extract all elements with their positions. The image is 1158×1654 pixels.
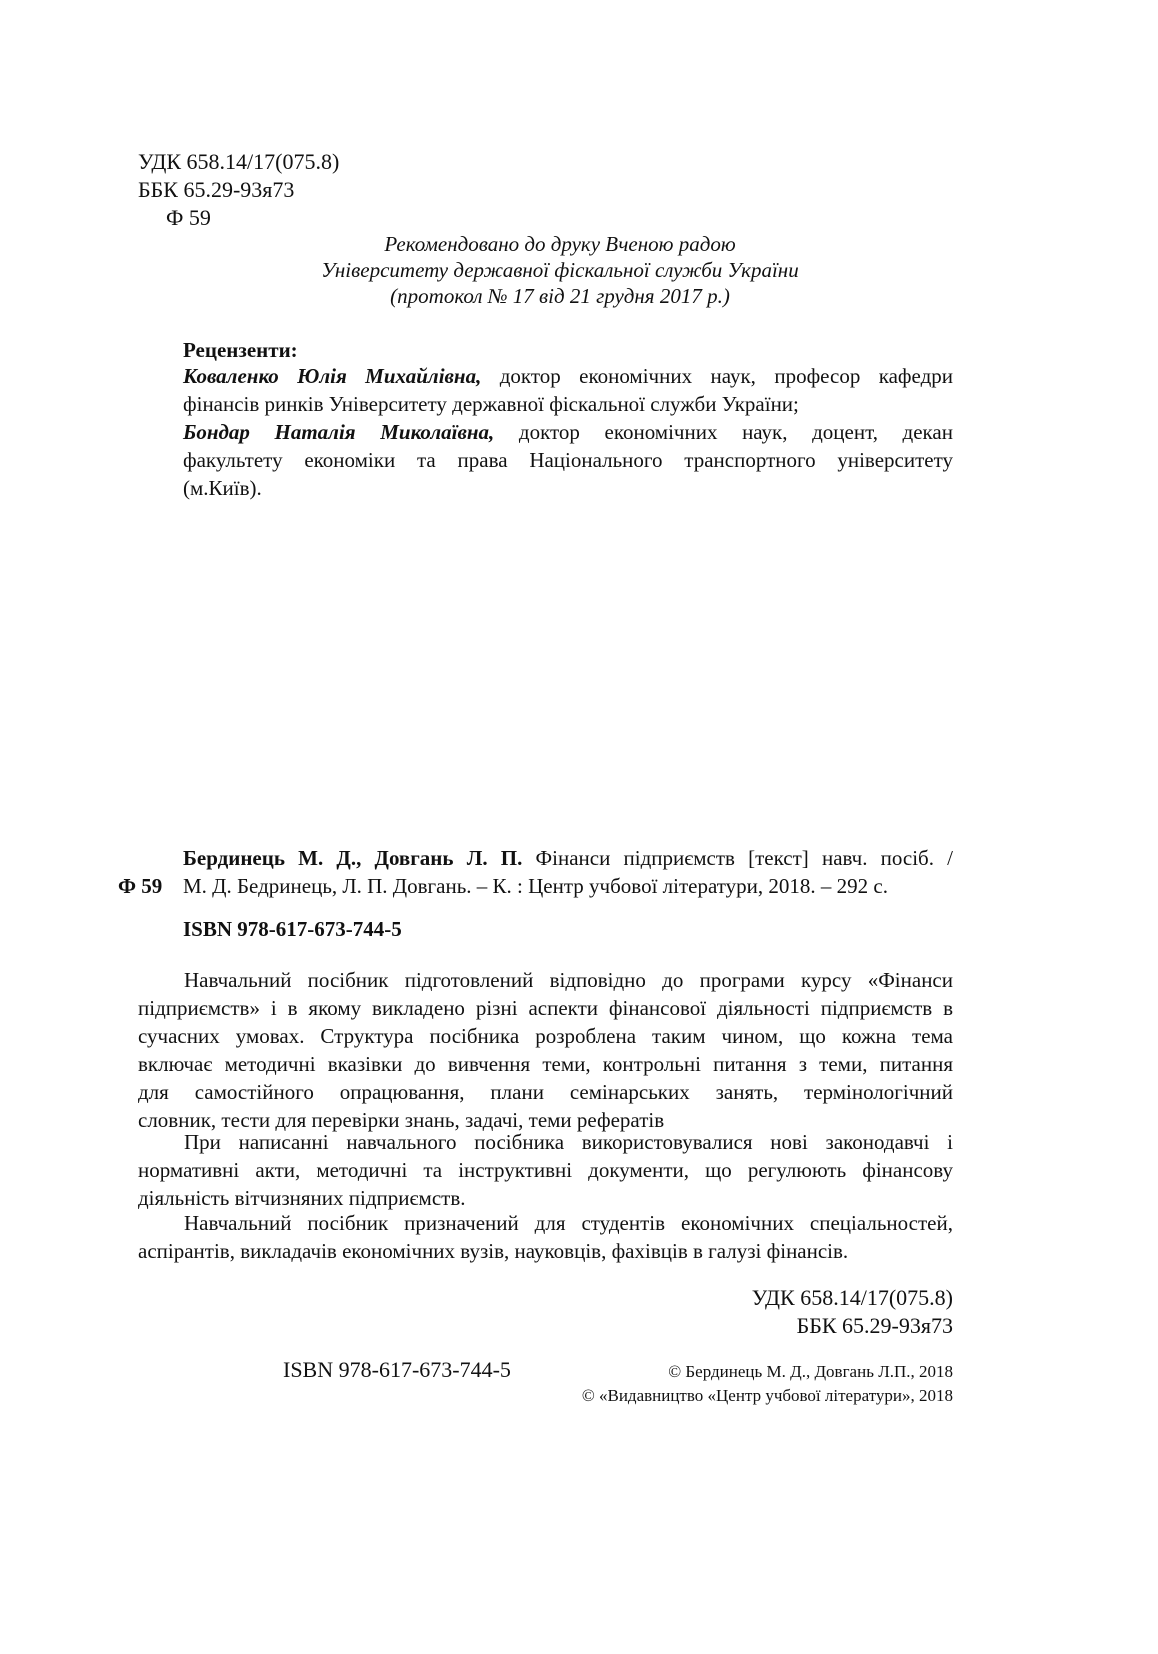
annotation-p1-line: Навчальний посібник підготовлений відповідно до програми курсу «Фінанси xyxy=(184,968,953,992)
reviewer-1-name: Коваленко Юлія Михайлівна, xyxy=(183,364,482,388)
annotation-p3-line: Навчальний посібник призначений для студентів економічних спеціальностей, xyxy=(184,1211,953,1235)
annotation-paragraph-2 xyxy=(138,1128,953,1212)
reviewer-2-name: Бондар Наталія Миколаївна, xyxy=(183,420,495,444)
biblio-authors: Бердинець М. Д., Довгань Л. П. xyxy=(183,846,523,870)
annotation-p1-line: словник, тести для перевірки знань, задачі, теми рефератів xyxy=(138,1108,665,1132)
author-sign-code: Ф 59 xyxy=(166,205,211,230)
copyright-authors: © Бердинець М. Д., Довгань Л.П., 2018 xyxy=(668,1362,953,1381)
annotation-p3-line: аспірантів, викладачів економічних вузів, науковців, фахівців в галузі фінансів. xyxy=(138,1239,849,1263)
footer-bbk-code: ББК 65.29-93я73 xyxy=(796,1313,953,1338)
annotation-p1-line: сучасних умовах. Структура посібника розроблена таким чином, що кожна тема xyxy=(138,1024,953,1048)
footer-udk-code: УДК 658.14/17(075.8) xyxy=(751,1285,953,1310)
annotation-p1-line: включає методичні вказівки до вивчення теми, контрольні питання з теми, питання xyxy=(138,1052,953,1076)
reviewer-1-line-2: фінансів ринків Університету державної фіскальної служби України; xyxy=(183,392,799,416)
annotation-p2-line: діяльність вітчизняних підприємств. xyxy=(138,1186,466,1210)
footer-isbn: ISBN 978-617-673-744-5 xyxy=(283,1357,511,1382)
biblio-line-2: М. Д. Бедринець, Л. П. Довгань. – К. : Центр учбової літератури, 2018. – 292 с. xyxy=(183,874,888,898)
reviewer-2-line-1: Бондар Наталія Миколаївна, доктор економічних наук, доцент, декан xyxy=(183,420,953,444)
annotation-paragraph-3 xyxy=(138,1209,953,1265)
reviewer-2-line-3: (м.Київ). xyxy=(183,476,262,500)
reviewer-1-line-1: Коваленко Юлія Михайлівна, доктор економічних наук, професор кафедри xyxy=(183,364,954,388)
reviewer-2-line-2: факультету економіки та права Національного транспортного університету xyxy=(183,448,953,472)
biblio-line-1: Бердинець М. Д., Довгань Л. П. Фінанси підприємств [текст] навч. посіб. / xyxy=(183,846,953,870)
reviewers-block xyxy=(183,362,953,502)
copyright-publisher: © «Видавництво «Центр учбової літератури», 2018 xyxy=(581,1386,953,1405)
annotation-p2-line: нормативні акти, методичні та інструктивні документи, що регулюють фінансову xyxy=(138,1158,953,1182)
udk-code: УДК 658.14/17(075.8) xyxy=(138,149,340,174)
annotation-paragraph-1 xyxy=(138,966,953,1134)
biblio-record xyxy=(183,844,953,900)
biblio-isbn: ISBN 978-617-673-744-5 xyxy=(183,917,402,941)
bbk-code: ББК 65.29-93я73 xyxy=(138,177,295,202)
recommendation-line-1: Рекомендовано до друку Вченою радою xyxy=(384,232,736,256)
recommendation-line-2: Університету державної фіскальної служби України xyxy=(321,258,799,282)
reviewers-heading: Рецензенти: xyxy=(183,338,298,362)
recommendation-line-3: (протокол № 17 від 21 грудня 2017 р.) xyxy=(390,284,730,308)
annotation-p1-line: підприємств» і в якому викладено різні аспекти фінансової діяльності підприємств в xyxy=(138,996,953,1020)
annotation-p1-line: для самостійного опрацювання, плани семінарських занять, термінологічний xyxy=(138,1080,953,1104)
biblio-margin-code: Ф 59 xyxy=(118,874,163,898)
annotation-p2-line: При написанні навчального посібника використовувалися нові законодавчі і xyxy=(184,1130,953,1154)
